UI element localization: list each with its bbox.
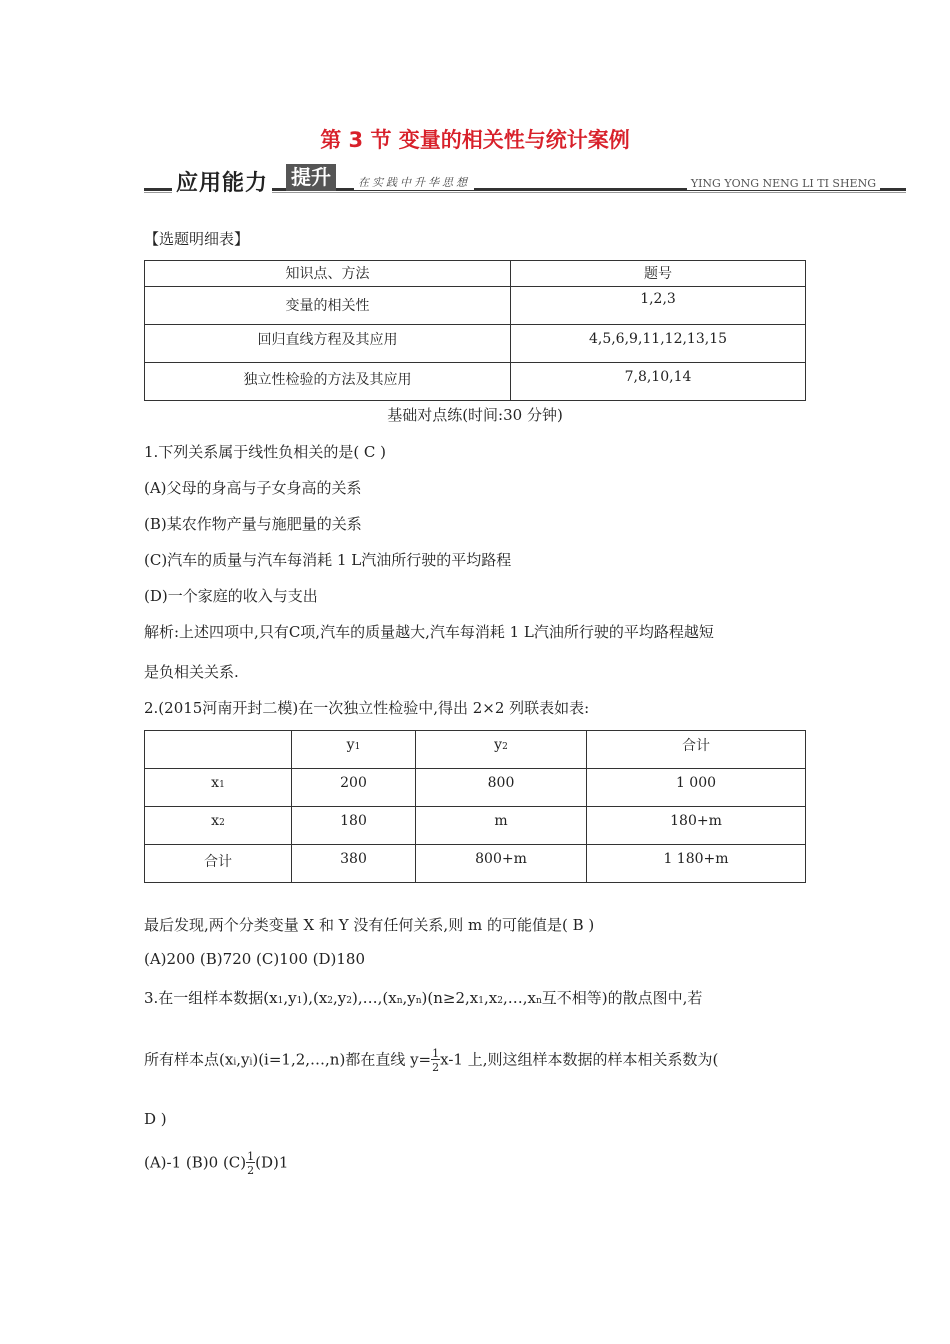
- table-header-cell: [145, 731, 292, 769]
- table-cell: m: [416, 807, 587, 845]
- fraction: $\frac{1}{2}$: [247, 1150, 255, 1177]
- q2-stem: 2.(2015河南开封二模)在一次独立性检验中,得出 2×2 列联表如表:: [144, 699, 590, 717]
- q1-option-a: (A)父母的身高与子女身高的关系: [144, 479, 362, 497]
- table-header-cell: [416, 731, 587, 769]
- subscript: 2: [502, 742, 508, 752]
- table-row: [145, 325, 806, 363]
- section-banner: [144, 161, 906, 201]
- page-title: 第 3 节 变量的相关性与统计案例: [320, 128, 630, 152]
- detail-table-heading: 【选题明细表】: [144, 230, 250, 248]
- banner-slogan: 在实践中升华思想: [354, 174, 474, 190]
- row-label-text: x: [211, 775, 220, 791]
- table-cell: 800: [416, 769, 587, 807]
- table-cell: 独立性检验的方法及其应用: [145, 363, 511, 401]
- q1-stem: 1.下列关系属于线性负相关的是( C ): [144, 443, 387, 461]
- table-cell: 200: [292, 769, 416, 807]
- q1-analysis: 解析:上述四项中,只有C项,汽车的质量越大,汽车每消耗 1 L汽油所行驶的平均路程越短: [144, 623, 714, 641]
- table-row: [145, 845, 806, 883]
- contingency-table: [144, 730, 806, 883]
- table-cell: 380: [292, 845, 416, 883]
- table-header-row: [145, 731, 806, 769]
- row-label: [145, 769, 292, 807]
- table-header-cell: 知识点、方法: [145, 261, 511, 287]
- banner-tag: 提升: [286, 164, 336, 191]
- row-label-text: x: [211, 813, 220, 829]
- table-cell: 7,8,10,14: [511, 363, 806, 401]
- table-cell: 1 180+m: [587, 845, 806, 883]
- fraction: $\frac{1}{2}$: [432, 1047, 440, 1074]
- q1-option-d: (D)一个家庭的收入与支出: [144, 587, 318, 605]
- table-cell: 4,5,6,9,11,12,13,15: [511, 325, 806, 363]
- table-header-cell: 合计: [587, 731, 806, 769]
- header-y1: y: [346, 737, 355, 753]
- section-label: 基础对点练(时间:30 分钟): [387, 406, 563, 424]
- q3-options: (A)-1 (B)0 (C) $\frac{1}{2}$ (D)1: [144, 1150, 289, 1177]
- table-cell: 回归直线方程及其应用: [145, 325, 511, 363]
- table-cell: 1,2,3: [511, 287, 806, 325]
- table-cell: 800+m: [416, 845, 587, 883]
- q3-stem-cont: 所有样本点(xi,yi)(i=1,2,…,n)都在直线 y= $\frac{1}{2}$ x-1 上,则这组样本数据的样本相关系数为(: [144, 1047, 719, 1074]
- subscript: 1: [354, 742, 361, 752]
- q1-option-b: (B)某农作物产量与施肥量的关系: [144, 515, 362, 533]
- q1-option-c: (C)汽车的质量与汽车每消耗 1 L汽油所行驶的平均路程: [144, 551, 512, 569]
- q1-analysis-cont: 是负相关关系.: [144, 663, 239, 681]
- table-cell: 1 000: [587, 769, 806, 807]
- q3-stem: 3.在一组样本数据(x1,y1),(x2,y2),…,(xn,yn)(n≥2,x1,x2,…,xn互不相等)的散点图中,若: [144, 989, 703, 1007]
- header-y2: y: [494, 737, 503, 753]
- banner-label: 应用能力: [172, 166, 272, 197]
- table-header-cell: 题号: [511, 261, 806, 287]
- q2-conclusion: 最后发现,两个分类变量 X 和 Y 没有任何关系,则 m 的可能值是( B ): [144, 916, 595, 934]
- q3-answer: D ): [144, 1110, 167, 1128]
- table-header-cell: [292, 731, 416, 769]
- row-label: [145, 807, 292, 845]
- row-label: 合计: [145, 845, 292, 883]
- detail-table: [144, 260, 806, 401]
- table-row: [145, 807, 806, 845]
- subscript: 1: [219, 780, 225, 790]
- table-row: [145, 363, 806, 401]
- subscript: 2: [219, 818, 225, 828]
- q2-options: (A)200 (B)720 (C)100 (D)180: [144, 950, 366, 968]
- table-cell: 180+m: [587, 807, 806, 845]
- table-cell: 变量的相关性: [145, 287, 511, 325]
- table-cell: 180: [292, 807, 416, 845]
- banner-pinyin: YING YONG NENG LI TI SHENG: [687, 177, 880, 190]
- table-header-row: [145, 261, 806, 287]
- table-row: [145, 769, 806, 807]
- table-row: [145, 287, 806, 325]
